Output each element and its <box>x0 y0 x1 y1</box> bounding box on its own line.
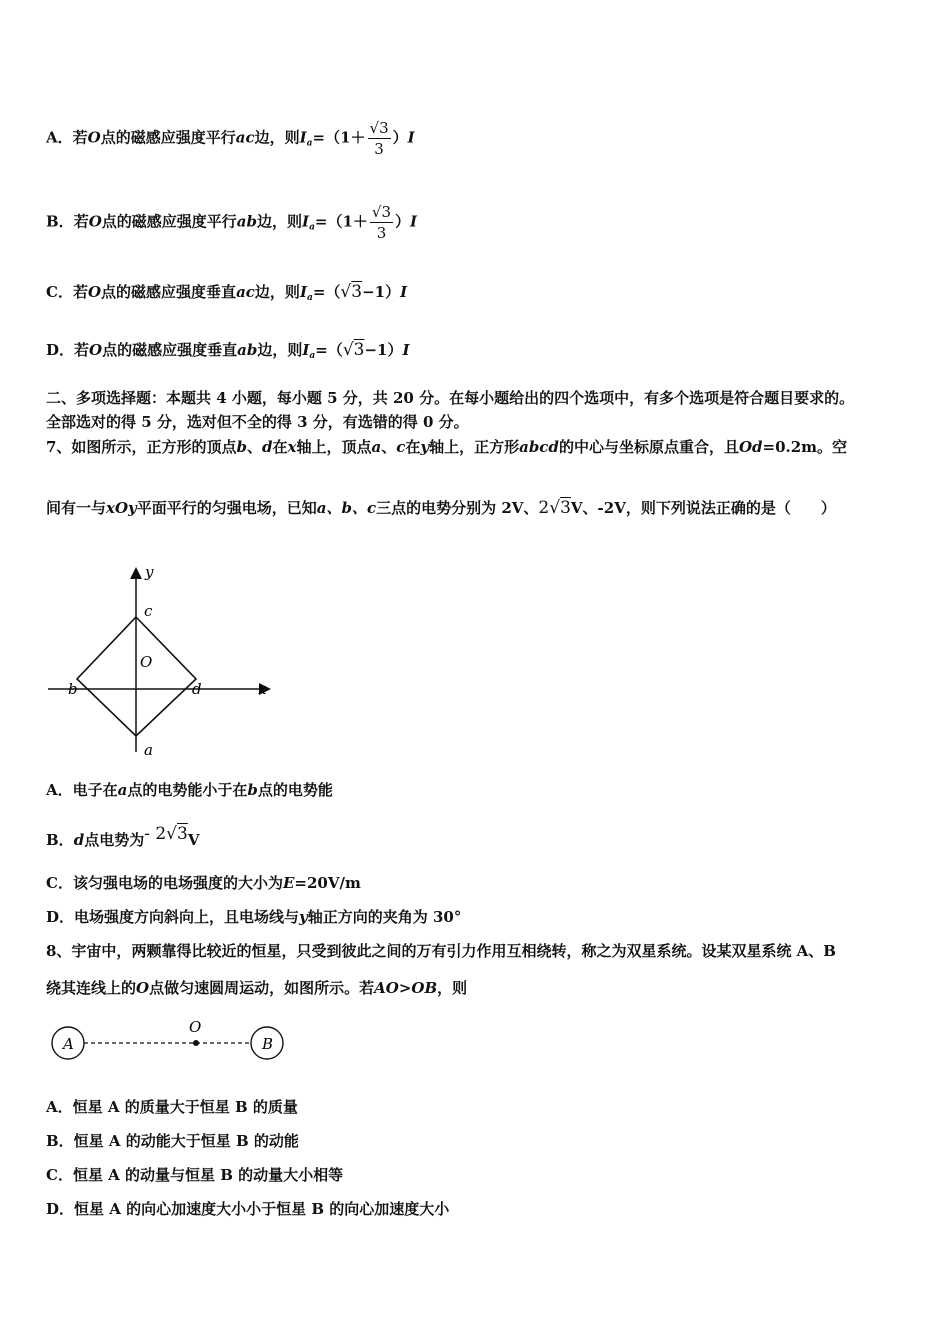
q6-option-b: B．若O点的磁感应强度平行ab边，则$I_a=(1+$ $\frac{√3}{3}$ ）I <box>46 203 418 242</box>
section2-header-line2: 全部选对的得 5 分，选对但不全的得 3 分，有选错的得 0 分。 <box>46 413 469 431</box>
sqrt3: √3 <box>340 282 363 302</box>
label-star-b: B <box>262 1035 274 1053</box>
q7-option-b: B．d点电势为- 2√3V <box>46 824 200 849</box>
label-star-a: A <box>63 1035 74 1053</box>
q8-stem-line2: 绕其连线上的O点做匀速圆周运动，如图所示。若AO>OB，则 <box>46 979 468 997</box>
label-c: c <box>144 602 153 620</box>
q8-option-a: A．恒星 A 的质量大于恒星 B 的质量 <box>46 1098 298 1116</box>
q8-stem-line1: 8、宇宙中，两颗靠得比较近的恒星，只受到彼此之间的万有引力作用互相绕转，称之为双星系统。设某双星系统 A、B <box>46 942 836 960</box>
q8-option-b: B．恒星 A 的动能大于恒星 B 的动能 <box>46 1132 299 1150</box>
q8-option-c: C．恒星 A 的动量与恒星 B 的动量大小相等 <box>46 1166 344 1184</box>
neg-two-sqrt3: - 2√3 <box>144 824 188 844</box>
label-x: x <box>258 680 267 698</box>
q7-option-d: D．电场强度方向斜向上，且电场线与y轴正方向的夹角为 30° <box>46 908 462 926</box>
label-o: O <box>189 1018 202 1036</box>
fraction-sqrt3-over-3: $\frac{√3}{3}$ <box>369 119 389 158</box>
q7-square-figure <box>44 560 284 765</box>
label-y: y <box>145 563 154 581</box>
q7-stem-line1: 7、如图所示，正方形的顶点b、d在x轴上，顶点a、c在y轴上，正方形abcd的中心与坐标原点重合，且Od=0.2m。空 <box>46 438 848 456</box>
two-sqrt3: 2√3 <box>538 498 571 518</box>
q7-stem-line2: 间有一与xOy平面平行的匀强电场，已知a、b、c三点的电势分别为 2V、2√3V、-2V，则下列说法正确的是（ ） <box>46 498 836 518</box>
label-d: d <box>192 680 202 698</box>
q8-option-d: D．恒星 A 的向心加速度大小小于恒星 B 的向心加速度大小 <box>46 1200 450 1218</box>
label-b: b <box>68 680 78 698</box>
center-point-o <box>193 1040 199 1046</box>
sqrt3: √3 <box>342 340 365 360</box>
section2-header-line1: 二、多项选择题：本题共 4 小题，每小题 5 分，共 20 分。在每小题给出的四个选项中，有多个选项是符合题目要求的。 <box>46 389 855 407</box>
label-a: a <box>144 741 153 759</box>
q6-option-a: A．若O点的磁感应强度平行ac边，则$I_a=(1+$ $\frac{√3}{3}$ ）I <box>46 119 415 158</box>
q6-option-c: C．若O点的磁感应强度垂直ac边，则$I_a=(√3-1)I$ <box>46 282 408 303</box>
fraction-sqrt3-over-3: $\frac{√3}{3}$ <box>371 203 392 242</box>
q7-option-a: A．电子在a点的电势能小于在b点的电势能 <box>46 781 333 799</box>
q8-binary-star-figure <box>46 1015 296 1063</box>
label-O: O <box>140 653 153 671</box>
q6-option-d: D．若O点的磁感应强度垂直ab边，则$I_a=(√3-1)I$ <box>46 340 410 361</box>
q7-option-c: C．该匀强电场的电场强度的大小为E=20V/m <box>46 874 361 892</box>
